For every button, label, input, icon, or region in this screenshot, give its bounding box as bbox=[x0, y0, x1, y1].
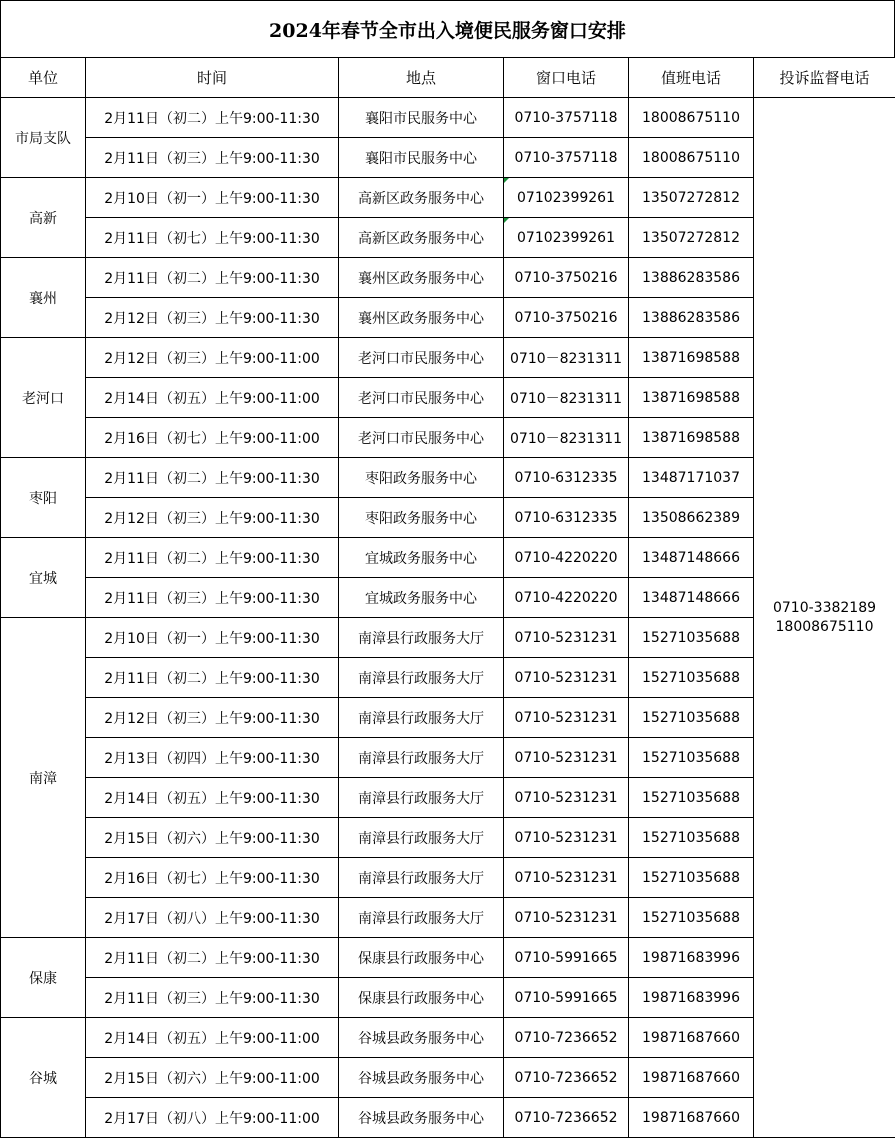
time-cell[interactable]: 2月11日（初三）上午9:00-11:30 bbox=[86, 978, 339, 1018]
duty-phone-cell[interactable]: 19871683996 bbox=[629, 978, 754, 1018]
location-cell[interactable]: 宜城政务服务中心 bbox=[339, 538, 504, 578]
window-phone-cell[interactable]: 0710-5231231 bbox=[504, 738, 629, 778]
time-cell[interactable]: 2月11日（初二）上午9:00-11:30 bbox=[86, 658, 339, 698]
time-cell[interactable]: 2月12日（初三）上午9:00-11:30 bbox=[86, 298, 339, 338]
time-cell[interactable]: 2月11日（初三）上午9:00-11:30 bbox=[86, 578, 339, 618]
unit-cell[interactable]: 保康 bbox=[1, 938, 86, 1018]
window-phone-cell[interactable]: 0710-5231231 bbox=[504, 698, 629, 738]
duty-phone-cell[interactable]: 15271035688 bbox=[629, 778, 754, 818]
complaint-mobile-line: 18008675110 bbox=[775, 618, 874, 635]
duty-phone-cell[interactable]: 19871683996 bbox=[629, 938, 754, 978]
duty-phone-cell[interactable]: 15271035688 bbox=[629, 618, 754, 658]
duty-phone-cell[interactable]: 13487148666 bbox=[629, 538, 754, 578]
unit-cell[interactable]: 高新 bbox=[1, 178, 86, 258]
header-duty-phone[interactable]: 值班电话 bbox=[629, 58, 754, 98]
header-row bbox=[1, 58, 895, 98]
window-phone-cell[interactable]: 0710-5231231 bbox=[504, 898, 629, 938]
window-phone-cell[interactable]: 0710-3757118 bbox=[504, 98, 629, 138]
time-cell[interactable]: 2月11日（初二）上午9:00-11:30 bbox=[86, 938, 339, 978]
location-cell[interactable]: 襄州区政务服务中心 bbox=[339, 298, 504, 338]
location-cell[interactable]: 南漳县行政服务大厅 bbox=[339, 698, 504, 738]
location-cell[interactable]: 襄阳市民服务中心 bbox=[339, 98, 504, 138]
window-phone-cell[interactable]: 0710-4220220 bbox=[504, 538, 629, 578]
location-cell[interactable]: 保康县行政服务中心 bbox=[339, 978, 504, 1018]
time-cell[interactable]: 2月16日（初七）上午9:00-11:30 bbox=[86, 858, 339, 898]
window-phone-cell[interactable]: 0710-5991665 bbox=[504, 978, 629, 1018]
time-cell[interactable]: 2月12日（初三）上午9:00-11:00 bbox=[86, 338, 339, 378]
duty-phone-cell[interactable]: 15271035688 bbox=[629, 858, 754, 898]
unit-cell[interactable]: 老河口 bbox=[1, 338, 86, 458]
time-cell[interactable]: 2月12日（初三）上午9:00-11:30 bbox=[86, 498, 339, 538]
window-phone-cell[interactable]: 0710-5231231 bbox=[504, 778, 629, 818]
header-location[interactable]: 地点 bbox=[339, 58, 504, 98]
time-cell[interactable]: 2月14日（初五）上午9:00-11:00 bbox=[86, 1018, 339, 1058]
duty-phone-cell[interactable]: 13508662389 bbox=[629, 498, 754, 538]
window-phone-cell[interactable]: 0710-3750216 bbox=[504, 298, 629, 338]
unit-cell[interactable]: 枣阳 bbox=[1, 458, 86, 538]
duty-phone-cell[interactable]: 13871698588 bbox=[629, 378, 754, 418]
time-cell[interactable]: 2月13日（初四）上午9:00-11:30 bbox=[86, 738, 339, 778]
time-cell[interactable]: 2月11日（初二）上午9:00-11:30 bbox=[86, 98, 339, 138]
duty-phone-cell[interactable]: 15271035688 bbox=[629, 698, 754, 738]
window-phone-cell[interactable]: 0710-3757118 bbox=[504, 138, 629, 178]
schedule-table bbox=[0, 57, 895, 1138]
time-cell[interactable]: 2月12日（初三）上午9:00-11:30 bbox=[86, 698, 339, 738]
duty-phone-cell[interactable]: 13871698588 bbox=[629, 338, 754, 378]
window-phone-cell[interactable]: 0710-5231231 bbox=[504, 618, 629, 658]
duty-phone-cell[interactable]: 15271035688 bbox=[629, 898, 754, 938]
window-phone-cell[interactable]: 0710-6312335 bbox=[504, 458, 629, 498]
duty-phone-cell[interactable]: 15271035688 bbox=[629, 738, 754, 778]
time-cell[interactable]: 2月11日（初三）上午9:00-11:30 bbox=[86, 138, 339, 178]
location-cell[interactable]: 谷城县政务服务中心 bbox=[339, 1098, 504, 1138]
time-cell[interactable]: 2月17日（初八）上午9:00-11:30 bbox=[86, 898, 339, 938]
time-cell[interactable]: 2月16日（初七）上午9:00-11:00 bbox=[86, 418, 339, 458]
unit-cell[interactable]: 襄州 bbox=[1, 258, 86, 338]
duty-phone-cell[interactable]: 15271035688 bbox=[629, 658, 754, 698]
window-phone-cell[interactable]: 0710-4220220 bbox=[504, 578, 629, 618]
time-cell[interactable]: 2月11日（初二）上午9:00-11:30 bbox=[86, 538, 339, 578]
unit-cell[interactable]: 谷城 bbox=[1, 1018, 86, 1138]
location-cell[interactable]: 枣阳政务服务中心 bbox=[339, 498, 504, 538]
window-phone-cell[interactable]: 0710－8231311 bbox=[504, 338, 629, 378]
location-cell[interactable]: 高新区政务服务中心 bbox=[339, 178, 504, 218]
time-cell[interactable]: 2月15日（初六）上午9:00-11:00 bbox=[86, 1058, 339, 1098]
time-cell[interactable]: 2月11日（初七）上午9:00-11:30 bbox=[86, 218, 339, 258]
header-window-phone[interactable]: 窗口电话 bbox=[504, 58, 629, 98]
window-phone-cell[interactable]: 0710-5231231 bbox=[504, 658, 629, 698]
window-phone-cell[interactable]: 0710－8231311 bbox=[504, 418, 629, 458]
location-cell[interactable]: 宜城政务服务中心 bbox=[339, 578, 504, 618]
location-cell[interactable]: 谷城县政务服务中心 bbox=[339, 1058, 504, 1098]
unit-cell[interactable]: 南漳 bbox=[1, 618, 86, 938]
window-phone-cell[interactable]: 0710-5991665 bbox=[504, 938, 629, 978]
time-cell[interactable]: 2月17日（初八）上午9:00-11:00 bbox=[86, 1098, 339, 1138]
table-body bbox=[1, 98, 895, 1138]
window-phone-cell[interactable]: 0710－8231311 bbox=[504, 378, 629, 418]
sheet-title: 2024年春节全市出入境便民服务窗口安排 bbox=[0, 0, 895, 57]
location-cell[interactable]: 谷城县政务服务中心 bbox=[339, 1018, 504, 1058]
window-phone-cell[interactable]: 0710-7236652 bbox=[504, 1058, 629, 1098]
duty-phone-cell[interactable]: 19871687660 bbox=[629, 1098, 754, 1138]
duty-phone-cell[interactable]: 19871687660 bbox=[629, 1018, 754, 1058]
location-cell[interactable]: 南漳县行政服务大厅 bbox=[339, 618, 504, 658]
time-cell[interactable]: 2月11日（初二）上午9:00-11:30 bbox=[86, 258, 339, 298]
location-cell[interactable]: 南漳县行政服务大厅 bbox=[339, 738, 504, 778]
duty-phone-cell[interactable]: 13886283586 bbox=[629, 258, 754, 298]
unit-cell[interactable]: 市局支队 bbox=[1, 98, 86, 178]
time-cell[interactable]: 2月11日（初二）上午9:00-11:30 bbox=[86, 458, 339, 498]
window-phone-cell[interactable]: 0710-7236652 bbox=[504, 1098, 629, 1138]
duty-phone-cell[interactable]: 13507272812 bbox=[629, 178, 754, 218]
location-cell[interactable]: 南漳县行政服务大厅 bbox=[339, 858, 504, 898]
duty-phone-cell[interactable]: 18008675110 bbox=[629, 98, 754, 138]
window-phone-cell[interactable]: 0710-6312335 bbox=[504, 498, 629, 538]
time-cell[interactable]: 2月10日（初一）上午9:00-11:30 bbox=[86, 178, 339, 218]
location-cell[interactable]: 襄阳市民服务中心 bbox=[339, 138, 504, 178]
location-cell[interactable]: 高新区政务服务中心 bbox=[339, 218, 504, 258]
duty-phone-cell[interactable]: 19871687660 bbox=[629, 1058, 754, 1098]
duty-phone-cell[interactable]: 13886283586 bbox=[629, 298, 754, 338]
location-cell[interactable]: 老河口市民服务中心 bbox=[339, 338, 504, 378]
table-row bbox=[1, 98, 895, 138]
complaint-phone-cell[interactable] bbox=[754, 98, 895, 1138]
complaint-phone-line: 0710-3382189 bbox=[772, 599, 877, 616]
duty-phone-cell[interactable]: 13871698588 bbox=[629, 418, 754, 458]
location-cell[interactable]: 南漳县行政服务大厅 bbox=[339, 898, 504, 938]
location-cell[interactable]: 老河口市民服务中心 bbox=[339, 418, 504, 458]
location-cell[interactable]: 南漳县行政服务大厅 bbox=[339, 658, 504, 698]
time-cell[interactable]: 2月14日（初五）上午9:00-11:00 bbox=[86, 378, 339, 418]
duty-phone-cell[interactable]: 13507272812 bbox=[629, 218, 754, 258]
duty-phone-cell[interactable]: 18008675110 bbox=[629, 138, 754, 178]
window-phone-cell[interactable]: 0710-5231231 bbox=[504, 858, 629, 898]
location-cell[interactable]: 保康县行政服务中心 bbox=[339, 938, 504, 978]
duty-phone-cell[interactable]: 15271035688 bbox=[629, 818, 754, 858]
duty-phone-cell[interactable]: 13487171037 bbox=[629, 458, 754, 498]
location-cell[interactable]: 南漳县行政服务大厅 bbox=[339, 818, 504, 858]
window-phone-cell[interactable]: 0710-3750216 bbox=[504, 258, 629, 298]
window-phone-cell[interactable]: 07102399261 bbox=[504, 218, 629, 258]
window-phone-cell[interactable]: 07102399261 bbox=[504, 178, 629, 218]
location-cell[interactable]: 枣阳政务服务中心 bbox=[339, 458, 504, 498]
window-phone-cell[interactable]: 0710-5231231 bbox=[504, 818, 629, 858]
header-time[interactable]: 时间 bbox=[86, 58, 339, 98]
window-phone-cell[interactable]: 0710-7236652 bbox=[504, 1018, 629, 1058]
duty-phone-cell[interactable]: 13487148666 bbox=[629, 578, 754, 618]
location-cell[interactable]: 老河口市民服务中心 bbox=[339, 378, 504, 418]
header-unit[interactable]: 单位 bbox=[1, 58, 86, 98]
time-cell[interactable]: 2月14日（初五）上午9:00-11:30 bbox=[86, 778, 339, 818]
time-cell[interactable]: 2月10日（初一）上午9:00-11:30 bbox=[86, 618, 339, 658]
unit-cell[interactable]: 宜城 bbox=[1, 538, 86, 618]
location-cell[interactable]: 襄州区政务服务中心 bbox=[339, 258, 504, 298]
header-complaint-phone[interactable]: 投诉监督电话 bbox=[754, 58, 895, 98]
time-cell[interactable]: 2月15日（初六）上午9:00-11:30 bbox=[86, 818, 339, 858]
location-cell[interactable]: 南漳县行政服务大厅 bbox=[339, 778, 504, 818]
